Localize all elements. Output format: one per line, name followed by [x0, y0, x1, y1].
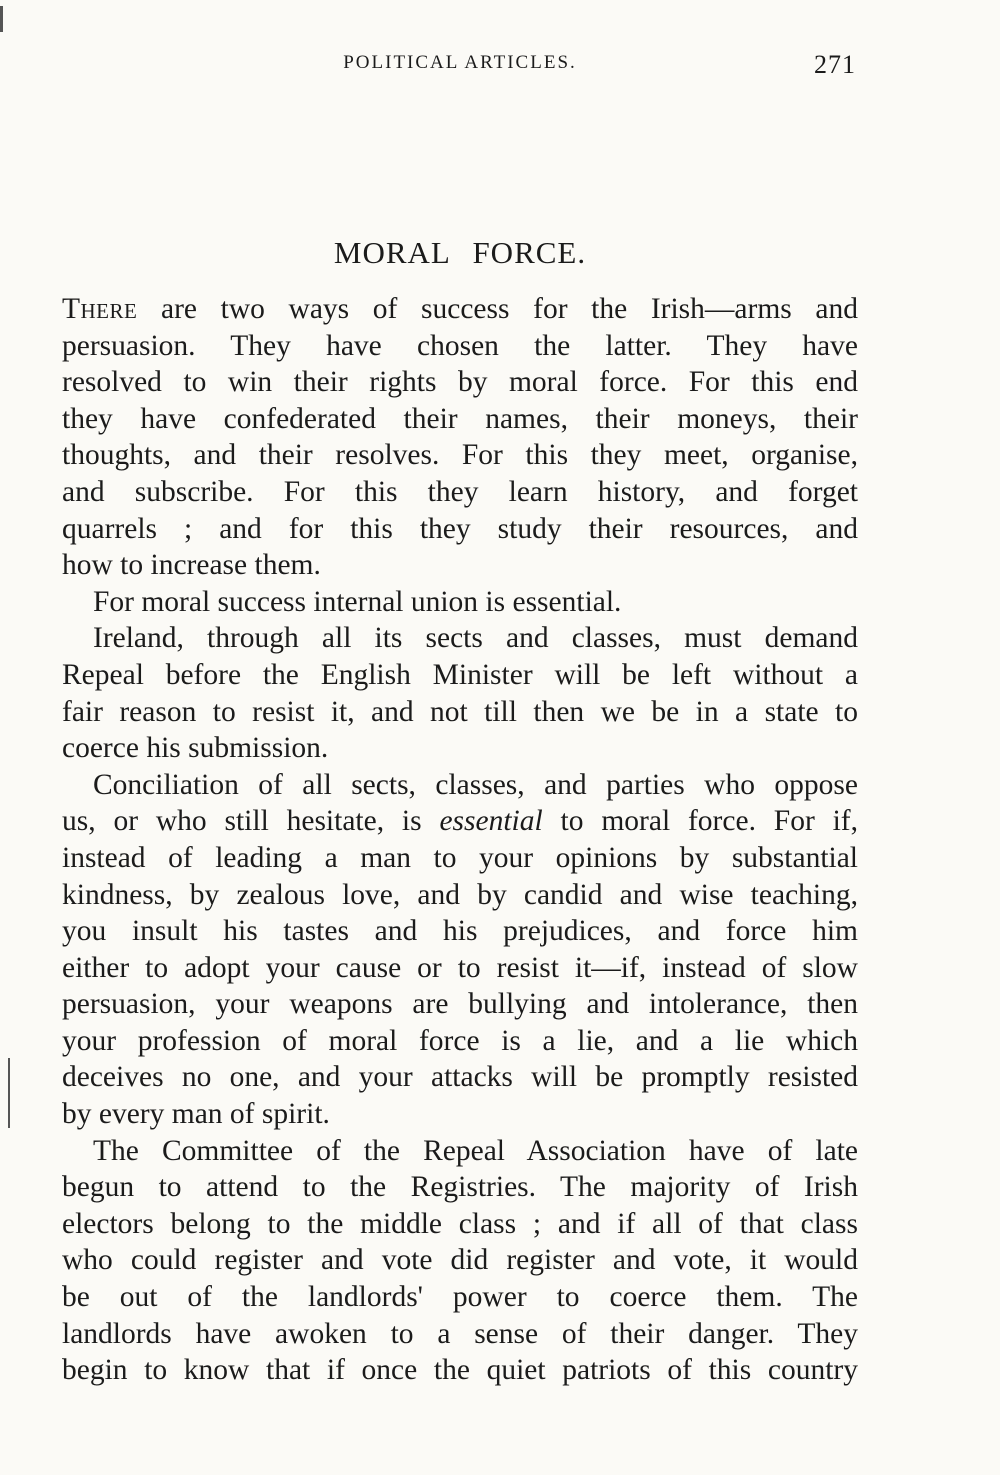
text-line: quarrels ; and for this they study their resources, and	[62, 512, 858, 545]
text-line: begin to know that if once the quiet patriots of this country	[62, 1354, 858, 1387]
opening-word: There	[62, 293, 138, 325]
margin-mark-top-left	[0, 6, 3, 32]
text-line: There are two ways of success for the Irish—arms and	[62, 293, 858, 325]
running-head	[62, 50, 858, 80]
text-line: be out of the landlords' power to coerce them. The	[62, 1281, 858, 1314]
text-line: us, or who still hesitate, is essential to moral force. For if,	[62, 805, 858, 838]
text-line: The Committee of the Repeal Association have of late	[93, 1134, 858, 1167]
text-line: deceives no one, and your attacks will be promptly resisted	[62, 1061, 858, 1094]
text-line: who could register and vote did register and vote, it would	[62, 1244, 858, 1277]
text-line: begun to attend to the Registries. The majority of Irish	[62, 1171, 858, 1204]
text-line: persuasion, your weapons are bullying and intolerance, then	[62, 988, 858, 1021]
text-line: you insult his tastes and his prejudices, and force him	[62, 915, 858, 948]
text-line: landlords have awoken to a sense of their danger. They	[62, 1317, 858, 1350]
margin-mark-left	[8, 1058, 10, 1128]
text-line: thoughts, and their resolves. For this they meet, organise,	[62, 439, 858, 472]
text-line: electors belong to the middle class ; and if all of that class	[62, 1207, 858, 1240]
emphasis-word: essential	[439, 805, 543, 838]
text-line: Repeal before the English Minister will be left without a	[62, 658, 858, 691]
text-line: Conciliation of all sects, classes, and parties who oppose	[93, 768, 858, 801]
text-line: coerce his submission.	[62, 732, 329, 765]
article-title: MORAL FORCE.	[333, 235, 587, 270]
text-line: and subscribe. For this they learn history, and forget	[62, 475, 858, 508]
text-line: by every man of spirit.	[62, 1098, 330, 1131]
running-title: POLITICAL ARTICLES.	[343, 52, 577, 73]
text-line: Ireland, through all its sects and classes, must demand	[93, 622, 858, 655]
text-line: instead of leading a man to your opinions by substantial	[62, 841, 858, 874]
text-line: your profession of moral force is a lie, and a lie which	[62, 1024, 858, 1057]
text-line: For moral success internal union is essential.	[93, 585, 622, 618]
text-line: fair reason to resist it, and not till then we be in a state to	[62, 695, 858, 728]
text-line: they have confederated their names, their moneys, their	[62, 402, 858, 435]
text-line: resolved to win their rights by moral force. For this end	[62, 366, 858, 399]
text-line: how to increase them.	[62, 549, 321, 582]
text-line: either to adopt your cause or to resist it—if, instead of slow	[62, 951, 858, 984]
page-number: 271	[814, 50, 856, 79]
text-line: kindness, by zealous love, and by candid and wise teaching,	[62, 878, 858, 911]
article-body	[62, 291, 858, 1389]
text-line: persuasion. They have chosen the latter. They have	[62, 329, 858, 362]
